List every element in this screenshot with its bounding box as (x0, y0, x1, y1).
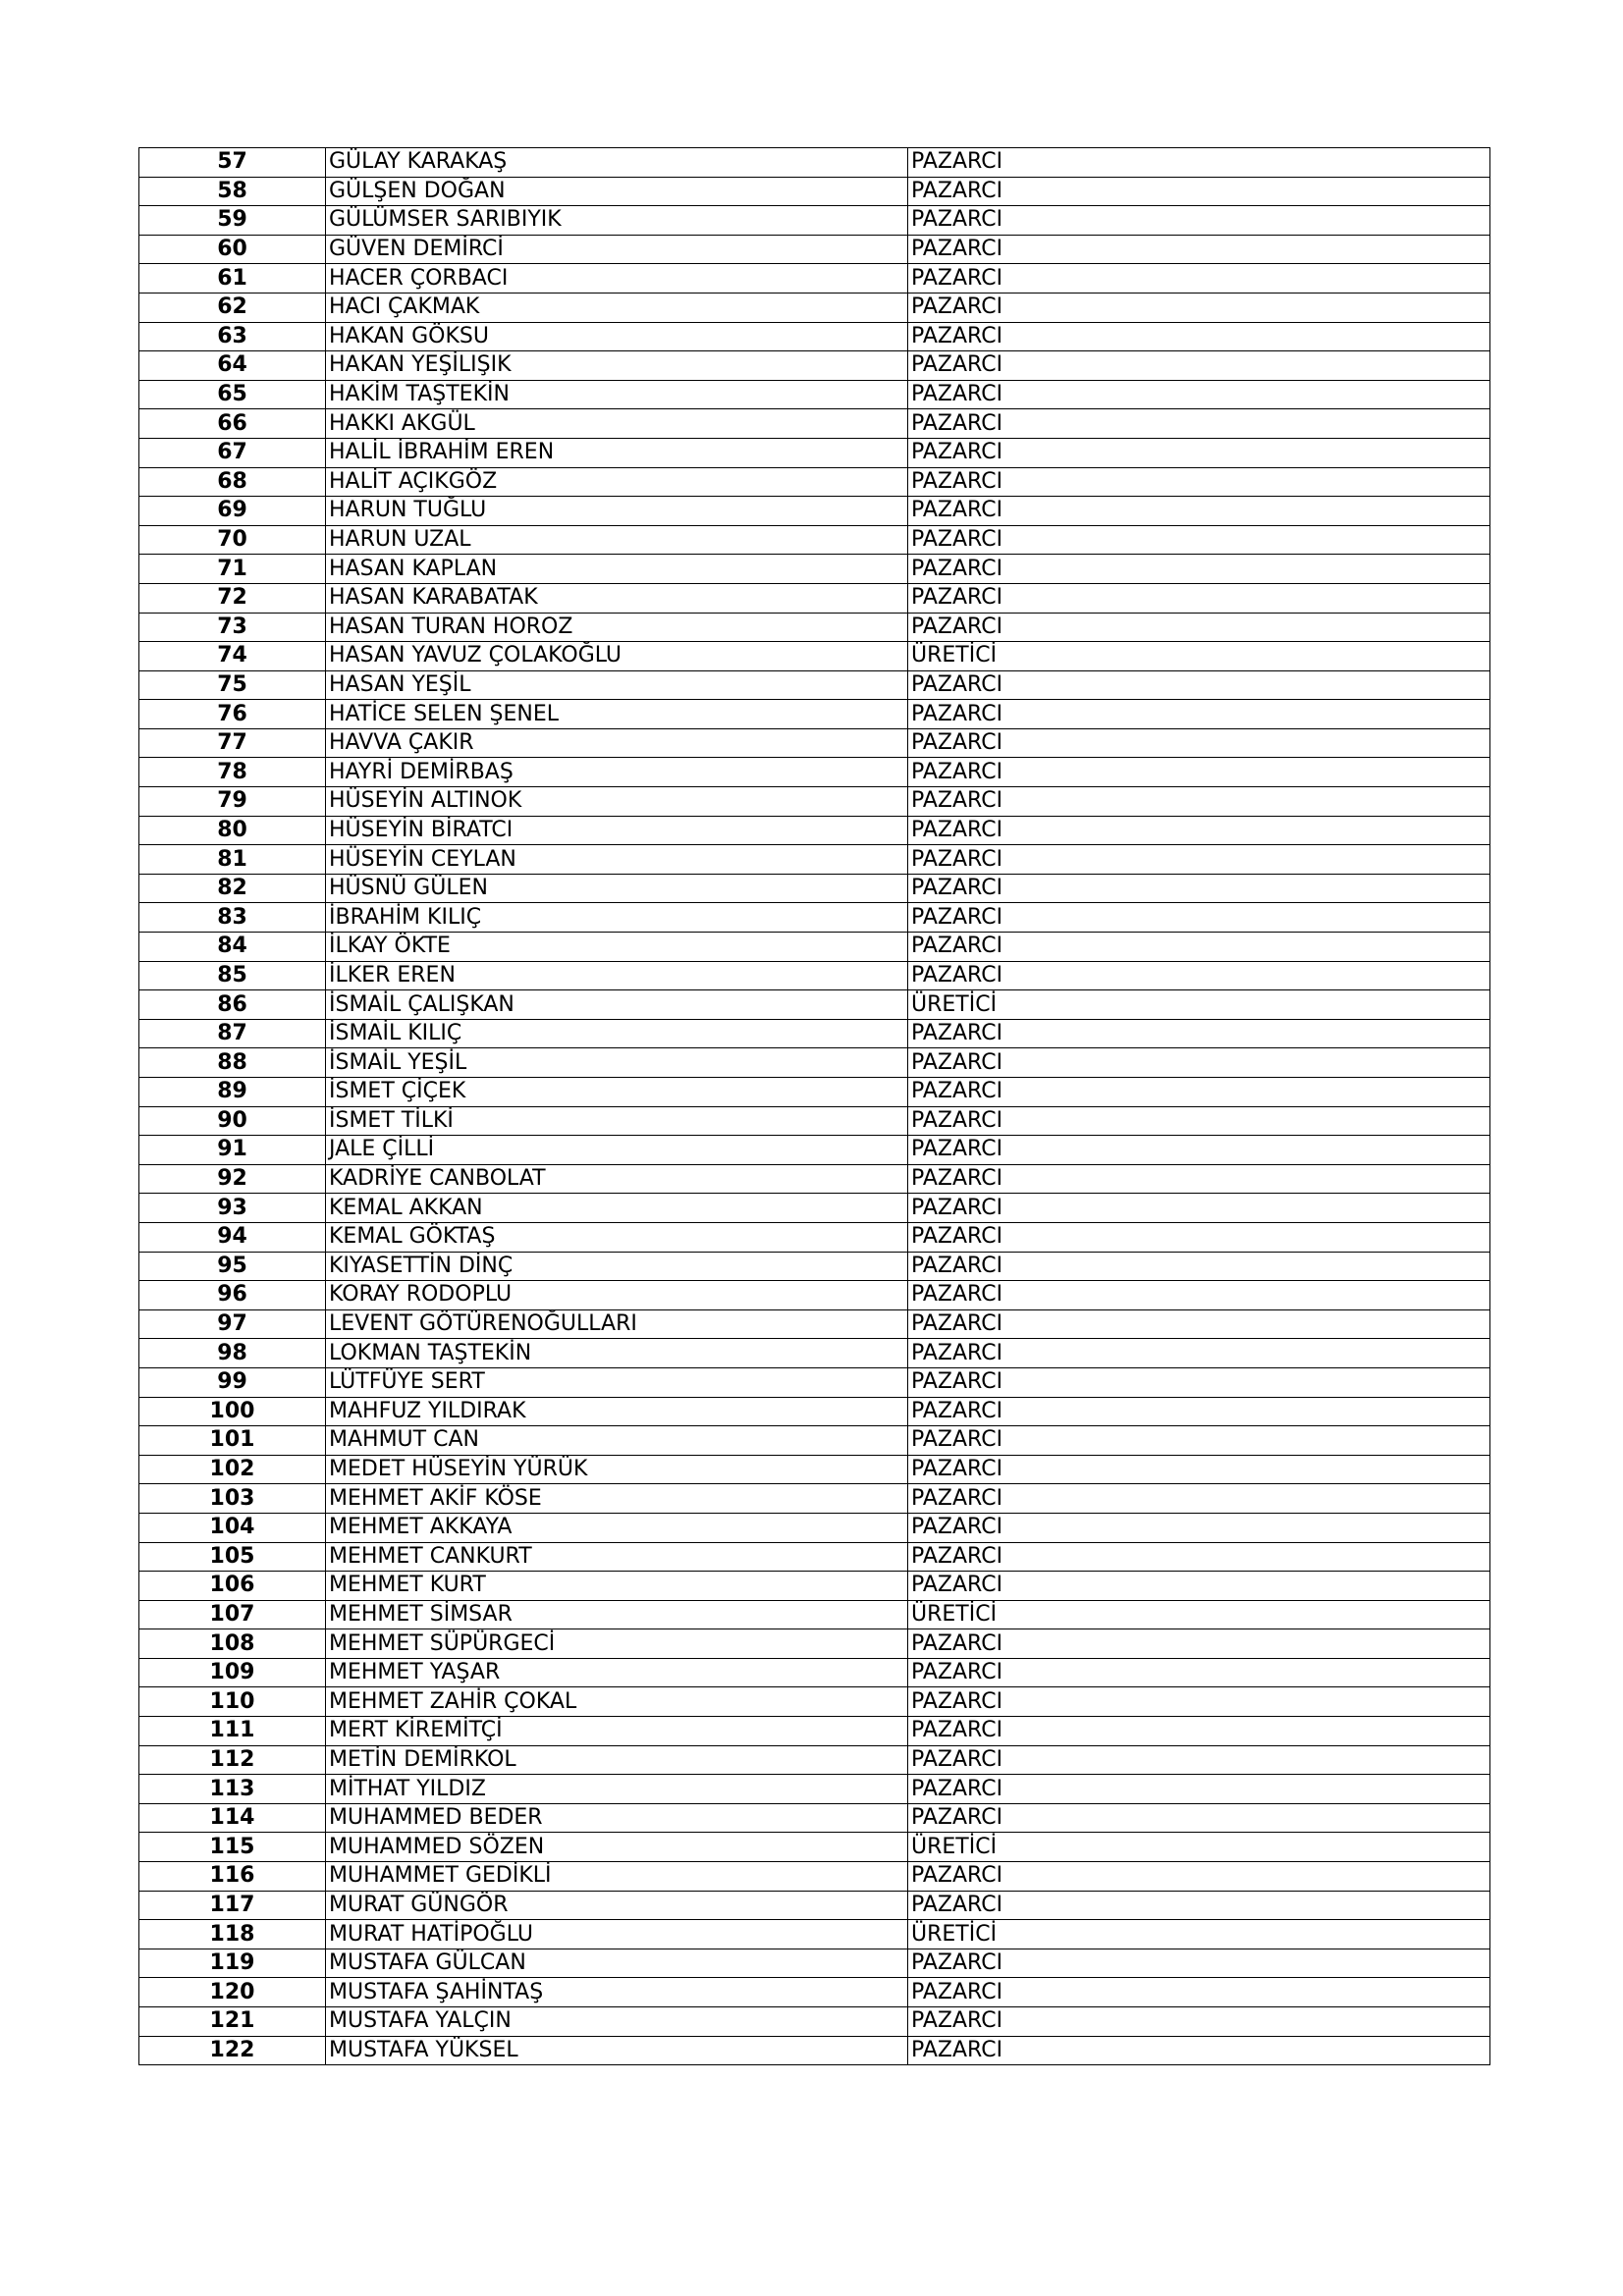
table-row (139, 148, 1490, 178)
row-number-cell: 66 (139, 409, 326, 439)
row-number-cell: 88 (139, 1048, 326, 1078)
row-number-cell: 94 (139, 1222, 326, 1252)
row-number-cell: 114 (139, 1803, 326, 1833)
name-cell: HALİL İBRAHİM EREN (326, 438, 908, 467)
type-cell: PAZARCI (908, 1572, 1490, 1601)
name-cell: İSMAİL ÇALIŞKAN (326, 990, 908, 1020)
name-cell: HÜSEYİN BİRATCI (326, 816, 908, 845)
row-number-cell: 110 (139, 1687, 326, 1717)
type-cell: PAZARCI (908, 555, 1490, 584)
row-number-cell: 78 (139, 758, 326, 787)
row-number-cell: 118 (139, 1920, 326, 1949)
type-cell: PAZARCI (908, 1281, 1490, 1310)
type-cell: PAZARCI (908, 1455, 1490, 1484)
row-number-cell: 106 (139, 1572, 326, 1601)
name-cell: MEHMET CANKURT (326, 1542, 908, 1572)
name-cell: LEVENT GÖTÜRENOĞULLARI (326, 1309, 908, 1339)
type-cell: PAZARCI (908, 525, 1490, 555)
name-cell: HACI ÇAKMAK (326, 293, 908, 322)
table-row (139, 583, 1490, 613)
table-row (139, 816, 1490, 845)
row-number-cell: 82 (139, 874, 326, 903)
table-row (139, 1309, 1490, 1339)
type-cell: PAZARCI (908, 845, 1490, 875)
row-number-cell: 104 (139, 1513, 326, 1542)
row-number-cell: 76 (139, 700, 326, 729)
table-row (139, 264, 1490, 294)
name-cell: MEHMET KURT (326, 1572, 908, 1601)
row-number-cell: 69 (139, 497, 326, 526)
table-row (139, 1803, 1490, 1833)
table-row (139, 525, 1490, 555)
row-number-cell: 95 (139, 1252, 326, 1281)
table-row (139, 438, 1490, 467)
type-cell: PAZARCI (908, 380, 1490, 409)
table-row (139, 409, 1490, 439)
row-number-cell: 105 (139, 1542, 326, 1572)
table-row (139, 322, 1490, 351)
name-cell: İSMAİL KILIÇ (326, 1019, 908, 1048)
table-row (139, 613, 1490, 642)
name-cell: MAHMUT CAN (326, 1426, 908, 1456)
type-cell: PAZARCI (908, 1658, 1490, 1687)
row-number-cell: 116 (139, 1862, 326, 1892)
row-number-cell: 96 (139, 1281, 326, 1310)
type-cell: PAZARCI (908, 497, 1490, 526)
type-cell: PAZARCI (908, 1367, 1490, 1397)
table-row (139, 555, 1490, 584)
table-row (139, 845, 1490, 875)
type-cell: PAZARCI (908, 903, 1490, 933)
row-number-cell: 115 (139, 1833, 326, 1862)
name-cell: HÜSNÜ GÜLEN (326, 874, 908, 903)
type-cell: PAZARCI (908, 1542, 1490, 1572)
table-row (139, 1339, 1490, 1368)
type-cell: PAZARCI (908, 1048, 1490, 1078)
row-number-cell: 91 (139, 1136, 326, 1165)
row-number-cell: 85 (139, 961, 326, 990)
type-cell: PAZARCI (908, 1339, 1490, 1368)
table-row (139, 990, 1490, 1020)
name-cell: HÜSEYİN CEYLAN (326, 845, 908, 875)
name-cell: KADRİYE CANBOLAT (326, 1164, 908, 1194)
table-row (139, 380, 1490, 409)
table-row (139, 1136, 1490, 1165)
table-row (139, 1978, 1490, 2007)
table-row (139, 1252, 1490, 1281)
table-row (139, 467, 1490, 497)
type-cell: PAZARCI (908, 148, 1490, 178)
name-cell: HACER ÇORBACI (326, 264, 908, 294)
name-cell: MAHFUZ YILDIRAK (326, 1397, 908, 1426)
name-cell: İLKER EREN (326, 961, 908, 990)
table-row (139, 1106, 1490, 1136)
name-cell: LOKMAN TAŞTEKİN (326, 1339, 908, 1368)
type-cell: PAZARCI (908, 1513, 1490, 1542)
type-cell: PAZARCI (908, 1687, 1490, 1717)
name-cell: HAYRİ DEMİRBAŞ (326, 758, 908, 787)
name-cell: MUSTAFA GÜLCAN (326, 1949, 908, 1978)
row-number-cell: 109 (139, 1658, 326, 1687)
table-row (139, 1687, 1490, 1717)
name-cell: İSMET TİLKİ (326, 1106, 908, 1136)
type-cell: PAZARCI (908, 322, 1490, 351)
type-cell: PAZARCI (908, 816, 1490, 845)
name-cell: KORAY RODOPLU (326, 1281, 908, 1310)
table-row (139, 1019, 1490, 1048)
row-number-cell: 63 (139, 322, 326, 351)
name-cell: MURAT GÜNGÖR (326, 1891, 908, 1920)
type-cell: PAZARCI (908, 670, 1490, 700)
name-cell: GÜVEN DEMİRCİ (326, 235, 908, 264)
row-number-cell: 59 (139, 206, 326, 236)
name-cell: MUHAMMET GEDİKLİ (326, 1862, 908, 1892)
row-number-cell: 68 (139, 467, 326, 497)
name-cell: GÜLŞEN DOĞAN (326, 177, 908, 206)
name-cell: MEHMET SÜPÜRGECİ (326, 1629, 908, 1659)
table-row (139, 2036, 1490, 2065)
table-row (139, 787, 1490, 817)
row-number-cell: 112 (139, 1745, 326, 1775)
table-row (139, 1629, 1490, 1659)
type-cell: PAZARCI (908, 2036, 1490, 2065)
table-row (139, 497, 1490, 526)
table-row (139, 874, 1490, 903)
row-number-cell: 71 (139, 555, 326, 584)
row-number-cell: 65 (139, 380, 326, 409)
row-number-cell: 60 (139, 235, 326, 264)
table-row (139, 642, 1490, 671)
row-number-cell: 61 (139, 264, 326, 294)
row-number-cell: 79 (139, 787, 326, 817)
row-number-cell: 80 (139, 816, 326, 845)
name-cell: KIYASETTİN DİNÇ (326, 1252, 908, 1281)
name-cell: MEHMET ZAHİR ÇOKAL (326, 1687, 908, 1717)
table-row (139, 2007, 1490, 2037)
type-cell: PAZARCI (908, 1078, 1490, 1107)
type-cell: PAZARCI (908, 177, 1490, 206)
type-cell: PAZARCI (908, 2007, 1490, 2037)
row-number-cell: 81 (139, 845, 326, 875)
table-row (139, 700, 1490, 729)
row-number-cell: 108 (139, 1629, 326, 1659)
type-cell: PAZARCI (908, 1775, 1490, 1804)
type-cell: PAZARCI (908, 613, 1490, 642)
row-number-cell: 57 (139, 148, 326, 178)
row-number-cell: 100 (139, 1397, 326, 1426)
name-cell: HASAN YAVUZ ÇOLAKOĞLU (326, 642, 908, 671)
type-cell: PAZARCI (908, 1397, 1490, 1426)
row-number-cell: 77 (139, 728, 326, 758)
name-cell: İBRAHİM KILIÇ (326, 903, 908, 933)
row-number-cell: 74 (139, 642, 326, 671)
row-number-cell: 90 (139, 1106, 326, 1136)
name-cell: HAKİM TAŞTEKİN (326, 380, 908, 409)
type-cell: PAZARCI (908, 1136, 1490, 1165)
table-row (139, 1891, 1490, 1920)
type-cell: PAZARCI (908, 1745, 1490, 1775)
row-number-cell: 87 (139, 1019, 326, 1048)
type-cell: ÜRETİCİ (908, 1600, 1490, 1629)
type-cell: PAZARCI (908, 758, 1490, 787)
name-cell: MEHMET AKİF KÖSE (326, 1484, 908, 1514)
row-number-cell: 58 (139, 177, 326, 206)
type-cell: PAZARCI (908, 438, 1490, 467)
table-row (139, 1222, 1490, 1252)
table-row (139, 1281, 1490, 1310)
row-number-cell: 62 (139, 293, 326, 322)
type-cell: PAZARCI (908, 264, 1490, 294)
row-number-cell: 67 (139, 438, 326, 467)
table-row (139, 758, 1490, 787)
name-cell: HALİT AÇIKGÖZ (326, 467, 908, 497)
row-number-cell: 75 (139, 670, 326, 700)
table-row (139, 235, 1490, 264)
row-number-cell: 73 (139, 613, 326, 642)
row-number-cell: 101 (139, 1426, 326, 1456)
table-row (139, 351, 1490, 381)
type-cell: PAZARCI (908, 700, 1490, 729)
type-cell: PAZARCI (908, 1309, 1490, 1339)
type-cell: PAZARCI (908, 1222, 1490, 1252)
name-cell: MEDET HÜSEYİN YÜRÜK (326, 1455, 908, 1484)
type-cell: PAZARCI (908, 1019, 1490, 1048)
type-cell: PAZARCI (908, 1106, 1490, 1136)
type-cell: PAZARCI (908, 351, 1490, 381)
name-cell: METİN DEMİRKOL (326, 1745, 908, 1775)
type-cell: PAZARCI (908, 787, 1490, 817)
table-row (139, 1048, 1490, 1078)
row-number-cell: 117 (139, 1891, 326, 1920)
type-cell: PAZARCI (908, 728, 1490, 758)
type-cell: PAZARCI (908, 409, 1490, 439)
type-cell: ÜRETİCİ (908, 990, 1490, 1020)
table-row (139, 1949, 1490, 1978)
type-cell: PAZARCI (908, 1891, 1490, 1920)
name-cell: GÜLAY KARAKAŞ (326, 148, 908, 178)
table-row (139, 670, 1490, 700)
table-row (139, 1484, 1490, 1514)
table-row (139, 903, 1490, 933)
type-cell: PAZARCI (908, 1629, 1490, 1659)
row-number-cell: 103 (139, 1484, 326, 1514)
list-table (138, 147, 1490, 2065)
table-row (139, 961, 1490, 990)
type-cell: PAZARCI (908, 1426, 1490, 1456)
row-number-cell: 120 (139, 1978, 326, 2007)
table-row (139, 1775, 1490, 1804)
name-cell: JALE ÇİLLİ (326, 1136, 908, 1165)
table-row (139, 1920, 1490, 1949)
type-cell: PAZARCI (908, 583, 1490, 613)
table-row (139, 1572, 1490, 1601)
type-cell: ÜRETİCİ (908, 1920, 1490, 1949)
type-cell: PAZARCI (908, 1862, 1490, 1892)
row-number-cell: 122 (139, 2036, 326, 2065)
table-row (139, 1658, 1490, 1687)
name-cell: MUSTAFA YALÇIN (326, 2007, 908, 2037)
table-row (139, 206, 1490, 236)
name-cell: KEMAL GÖKTAŞ (326, 1222, 908, 1252)
table-row (139, 1745, 1490, 1775)
type-cell: PAZARCI (908, 206, 1490, 236)
row-number-cell: 92 (139, 1164, 326, 1194)
name-cell: HASAN KARABATAK (326, 583, 908, 613)
row-number-cell: 98 (139, 1339, 326, 1368)
table-row (139, 1833, 1490, 1862)
table-row (139, 1513, 1490, 1542)
type-cell: PAZARCI (908, 293, 1490, 322)
type-cell: PAZARCI (908, 1803, 1490, 1833)
table-row (139, 1542, 1490, 1572)
table-row (139, 1367, 1490, 1397)
row-number-cell: 64 (139, 351, 326, 381)
table-row (139, 1397, 1490, 1426)
row-number-cell: 72 (139, 583, 326, 613)
name-cell: LÜTFÜYE SERT (326, 1367, 908, 1397)
row-number-cell: 119 (139, 1949, 326, 1978)
name-cell: KEMAL AKKAN (326, 1194, 908, 1223)
row-number-cell: 70 (139, 525, 326, 555)
name-cell: MEHMET AKKAYA (326, 1513, 908, 1542)
type-cell: PAZARCI (908, 1949, 1490, 1978)
row-number-cell: 89 (139, 1078, 326, 1107)
type-cell: PAZARCI (908, 874, 1490, 903)
table-row (139, 1455, 1490, 1484)
type-cell: PAZARCI (908, 1164, 1490, 1194)
name-cell: MUSTAFA ŞAHİNTAŞ (326, 1978, 908, 2007)
row-number-cell: 86 (139, 990, 326, 1020)
type-cell: PAZARCI (908, 961, 1490, 990)
type-cell: PAZARCI (908, 235, 1490, 264)
type-cell: PAZARCI (908, 1717, 1490, 1746)
name-cell: MUSTAFA YÜKSEL (326, 2036, 908, 2065)
name-cell: MUHAMMED BEDER (326, 1803, 908, 1833)
row-number-cell: 93 (139, 1194, 326, 1223)
name-cell: HARUN TUĞLU (326, 497, 908, 526)
table-row (139, 1600, 1490, 1629)
row-number-cell: 107 (139, 1600, 326, 1629)
name-cell: MEHMET SİMSAR (326, 1600, 908, 1629)
type-cell: ÜRETİCİ (908, 1833, 1490, 1862)
row-number-cell: 84 (139, 933, 326, 962)
table-row (139, 177, 1490, 206)
table-row (139, 933, 1490, 962)
row-number-cell: 121 (139, 2007, 326, 2037)
name-cell: GÜLÜMSER SARIBIYIK (326, 206, 908, 236)
name-cell: HAVVA ÇAKIR (326, 728, 908, 758)
name-cell: HAKAN YEŞİLIŞIK (326, 351, 908, 381)
name-cell: HATİCE SELEN ŞENEL (326, 700, 908, 729)
type-cell: PAZARCI (908, 933, 1490, 962)
name-cell: İSMET ÇİÇEK (326, 1078, 908, 1107)
row-number-cell: 99 (139, 1367, 326, 1397)
type-cell: ÜRETİCİ (908, 642, 1490, 671)
type-cell: PAZARCI (908, 467, 1490, 497)
name-cell: MUHAMMED SÖZEN (326, 1833, 908, 1862)
name-cell: HASAN KAPLAN (326, 555, 908, 584)
table-row (139, 1194, 1490, 1223)
row-number-cell: 102 (139, 1455, 326, 1484)
type-cell: PAZARCI (908, 1484, 1490, 1514)
table-row (139, 1078, 1490, 1107)
table-row (139, 293, 1490, 322)
type-cell: PAZARCI (908, 1978, 1490, 2007)
row-number-cell: 111 (139, 1717, 326, 1746)
name-cell: HAKAN GÖKSU (326, 322, 908, 351)
name-cell: MURAT HATİPOĞLU (326, 1920, 908, 1949)
row-number-cell: 83 (139, 903, 326, 933)
table-row (139, 1717, 1490, 1746)
table-row (139, 1862, 1490, 1892)
name-cell: HASAN YEŞİL (326, 670, 908, 700)
name-cell: İLKAY ÖKTE (326, 933, 908, 962)
row-number-cell: 113 (139, 1775, 326, 1804)
table-row (139, 1426, 1490, 1456)
name-cell: İSMAİL YEŞİL (326, 1048, 908, 1078)
type-cell: PAZARCI (908, 1194, 1490, 1223)
table-row (139, 1164, 1490, 1194)
name-cell: HAKKI AKGÜL (326, 409, 908, 439)
name-cell: MERT KİREMİTÇİ (326, 1717, 908, 1746)
table-row (139, 728, 1490, 758)
row-number-cell: 97 (139, 1309, 326, 1339)
name-cell: HASAN TURAN HOROZ (326, 613, 908, 642)
name-cell: HARUN UZAL (326, 525, 908, 555)
name-cell: MEHMET YAŞAR (326, 1658, 908, 1687)
type-cell: PAZARCI (908, 1252, 1490, 1281)
name-cell: MİTHAT YILDIZ (326, 1775, 908, 1804)
table-body (139, 148, 1490, 2065)
name-cell: HÜSEYİN ALTINOK (326, 787, 908, 817)
